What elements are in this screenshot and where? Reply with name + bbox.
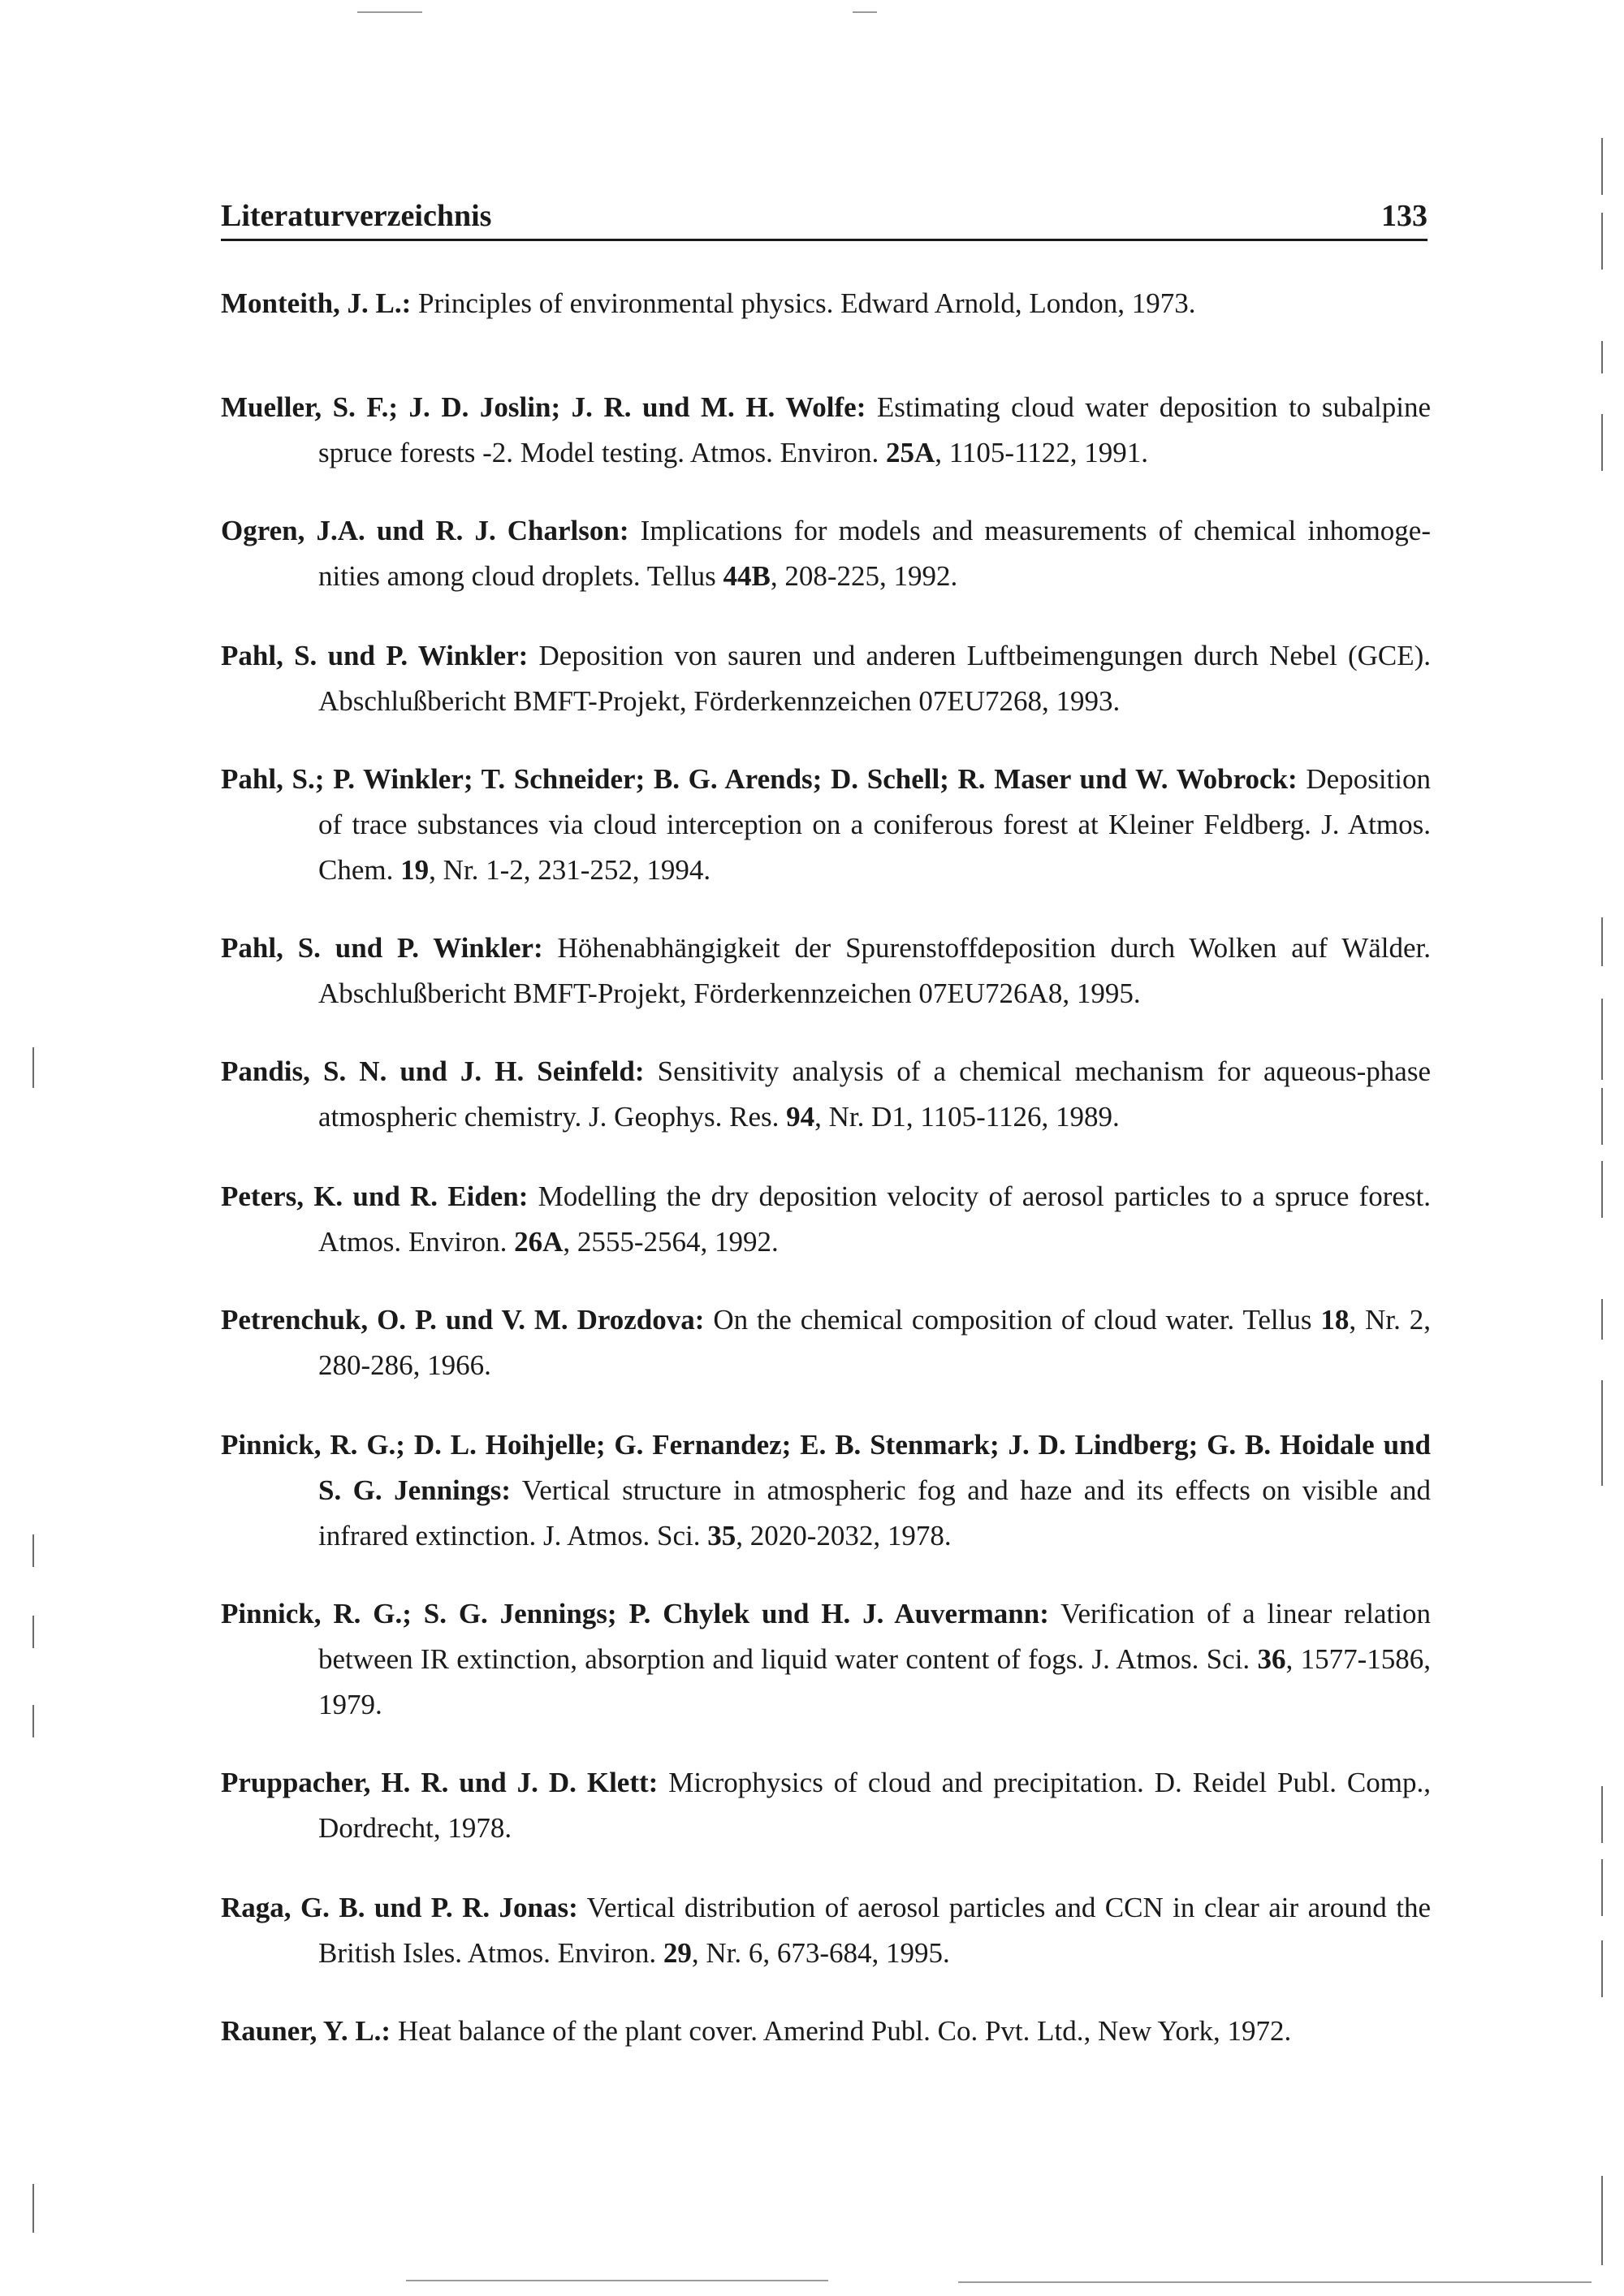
reference-entry [221, 1174, 1431, 1265]
margin-mark [1601, 1859, 1603, 1916]
margin-mark [1601, 1380, 1603, 1486]
reference-text: Deposition von sauren und anderen Luftbeimengungen durch Nebel (GCE). Abschlußbericht BMFT-Projekt, Förderkennzeichen 07EU7268, 1993. [318, 640, 1432, 717]
reference-volume: 25A [885, 437, 935, 468]
reference-entry [221, 508, 1431, 599]
reference-text: Microphysics of cloud and precipitation. D. Reidel Publ. Comp., Dordrecht, 1978. [318, 1767, 1431, 1844]
reference-entry [221, 1422, 1431, 1559]
margin-mark [1601, 414, 1603, 471]
reference-entry [221, 2009, 1431, 2054]
reference-entry [221, 1760, 1431, 1851]
reference-volume: 18 [1320, 1304, 1350, 1336]
reference-entry [221, 633, 1431, 724]
margin-mark [1601, 917, 1603, 966]
margin-mark [1601, 1161, 1603, 1218]
reference-text: Vertical distribution of aerosol particles and CCN in clear air around the British Isles. Atmos. Environ. [318, 1892, 1431, 1969]
reference-entry [221, 1297, 1431, 1388]
margin-mark [1601, 341, 1603, 373]
reference-volume: 94 [786, 1101, 815, 1133]
scan-edge-top [853, 11, 877, 13]
reference-text: , Nr. 6, 673-684, 1995. [691, 1937, 950, 1969]
reference-volume: 35 [707, 1520, 736, 1552]
reference-authors: Pandis, S. N. und J. H. Seinfeld: [221, 1055, 645, 1087]
reference-entry [221, 281, 1431, 326]
margin-mark [1601, 1299, 1603, 1340]
reference-authors: Pahl, S. und P. Winkler: [221, 932, 543, 964]
page-header [221, 193, 1427, 241]
margin-mark [1601, 138, 1603, 195]
reference-text: , 208-225, 1992. [770, 560, 958, 592]
reference-text: Estimating cloud water deposition to subalpine spruce forests -2. Model testing. Atmos. Environ. [318, 391, 1431, 468]
reference-entry [221, 1591, 1431, 1728]
reference-volume: 29 [663, 1937, 692, 1969]
reference-text: Höhenabhängigkeit der Spurenstoffdeposition durch Wolken auf Wälder. Abschlußbericht BMFT-Projekt, Förderkennzeichen 07EU726A8, 1995. [318, 932, 1431, 1009]
reference-entry [221, 757, 1431, 893]
reference-volume: 26A [514, 1226, 564, 1258]
reference-entry [221, 385, 1431, 476]
reference-volume: 19 [400, 854, 430, 886]
reference-text: Heat balance of the plant cover. Amerind Publ. Co. Pvt. Ltd., New York, 1972. [391, 2015, 1292, 2047]
reference-text: Vertical structure in atmospheric fog and haze and its effects on visible and infrared extinction. J. Atmos. Sci. [318, 1474, 1431, 1552]
margin-mark [1601, 1940, 1603, 1997]
page-number: 133 [1381, 199, 1427, 233]
reference-authors: Raga, G. B. und P. R. Jonas: [221, 1892, 578, 1923]
scan-edge-bottom [406, 2280, 828, 2281]
margin-mark [32, 2184, 34, 2233]
reference-authors: Pahl, S. und P. Winkler: [221, 640, 529, 671]
margin-mark [1601, 999, 1603, 1080]
margin-mark [1601, 1786, 1603, 1843]
reference-text: , 1577-1586, 1979. [318, 1643, 1432, 1720]
reference-text: , 1105-1122, 1991. [935, 437, 1149, 468]
reference-authors: Peters, K. und R. Eiden: [221, 1180, 529, 1212]
reference-entry [221, 926, 1431, 1016]
reference-text: , Nr. D1, 1105-1126, 1989. [814, 1101, 1120, 1133]
reference-volume: 36 [1257, 1643, 1286, 1675]
reference-entry [221, 1885, 1431, 1976]
margin-mark [1601, 1088, 1603, 1145]
header-title: Literaturverzeichnis [221, 199, 492, 233]
reference-text: Verification of a linear relation between IR extinction, absorption and liquid water content of fogs. J. Atmos. Sci. [318, 1598, 1431, 1675]
reference-authors: Ogren, J.A. und R. J. Charlson: [221, 515, 629, 546]
reference-text: , Nr. 1-2, 231-252, 1994. [429, 854, 711, 886]
scan-edge-top [357, 11, 422, 13]
reference-text: On the chemical composition of cloud water. Tellus [704, 1304, 1321, 1336]
reference-text: Deposition of trace substances via cloud interception on a coniferous forest at Kleiner Feldberg. J. Atmos. Chem. [318, 763, 1431, 886]
margin-mark [32, 1047, 34, 1088]
scan-edge-bottom [958, 2281, 1592, 2283]
reference-text: Implications for models and measurements of chemical inhomoge-nities among cloud droplets. Tellus [318, 515, 1431, 592]
reference-text: Modelling the dry deposition velocity of aerosol particles to a spruce forest. Atmos. Environ. [318, 1180, 1431, 1258]
reference-entry [221, 1049, 1431, 1140]
margin-mark [1601, 2176, 1603, 2265]
reference-text: Principles of environmental physics. Edward Arnold, London, 1973. [411, 287, 1196, 319]
reference-text: , Nr. 2, 280-286, 1966. [318, 1304, 1431, 1381]
reference-authors: Rauner, Y. L.: [221, 2015, 391, 2047]
margin-mark [32, 1705, 34, 1737]
margin-mark [32, 1616, 34, 1648]
reference-authors: Monteith, J. L.: [221, 287, 412, 319]
reference-text: Sensitivity analysis of a chemical mechanism for aqueous-phase atmospheric chemistry. J. Geophys. Res. [318, 1055, 1431, 1133]
reference-authors: Pinnick, R. G.; D. L. Hoihjelle; G. Fernandez; E. B. Stenmark; J. D. Lindberg; G. B. Hoidale und S. G. Jennings: [221, 1429, 1431, 1506]
reference-authors: Petrenchuk, O. P. und V. M. Drozdova: [221, 1304, 705, 1336]
reference-authors: Mueller, S. F.; J. D. Joslin; J. R. und M. H. Wolfe: [221, 391, 866, 423]
reference-text: , 2555-2564, 1992. [563, 1226, 779, 1258]
reference-authors: Pinnick, R. G.; S. G. Jennings; P. Chylek und H. J. Auvermann: [221, 1598, 1049, 1629]
margin-mark [1601, 213, 1603, 270]
reference-authors: Pahl, S.; P. Winkler; T. Schneider; B. G. Arends; D. Schell; R. Maser und W. Wobrock: [221, 763, 1298, 795]
reference-text: , 2020-2032, 1978. [736, 1520, 952, 1552]
reference-volume: 44B [723, 560, 771, 592]
reference-authors: Pruppacher, H. R. und J. D. Klett: [221, 1767, 659, 1798]
margin-mark [32, 1534, 34, 1567]
